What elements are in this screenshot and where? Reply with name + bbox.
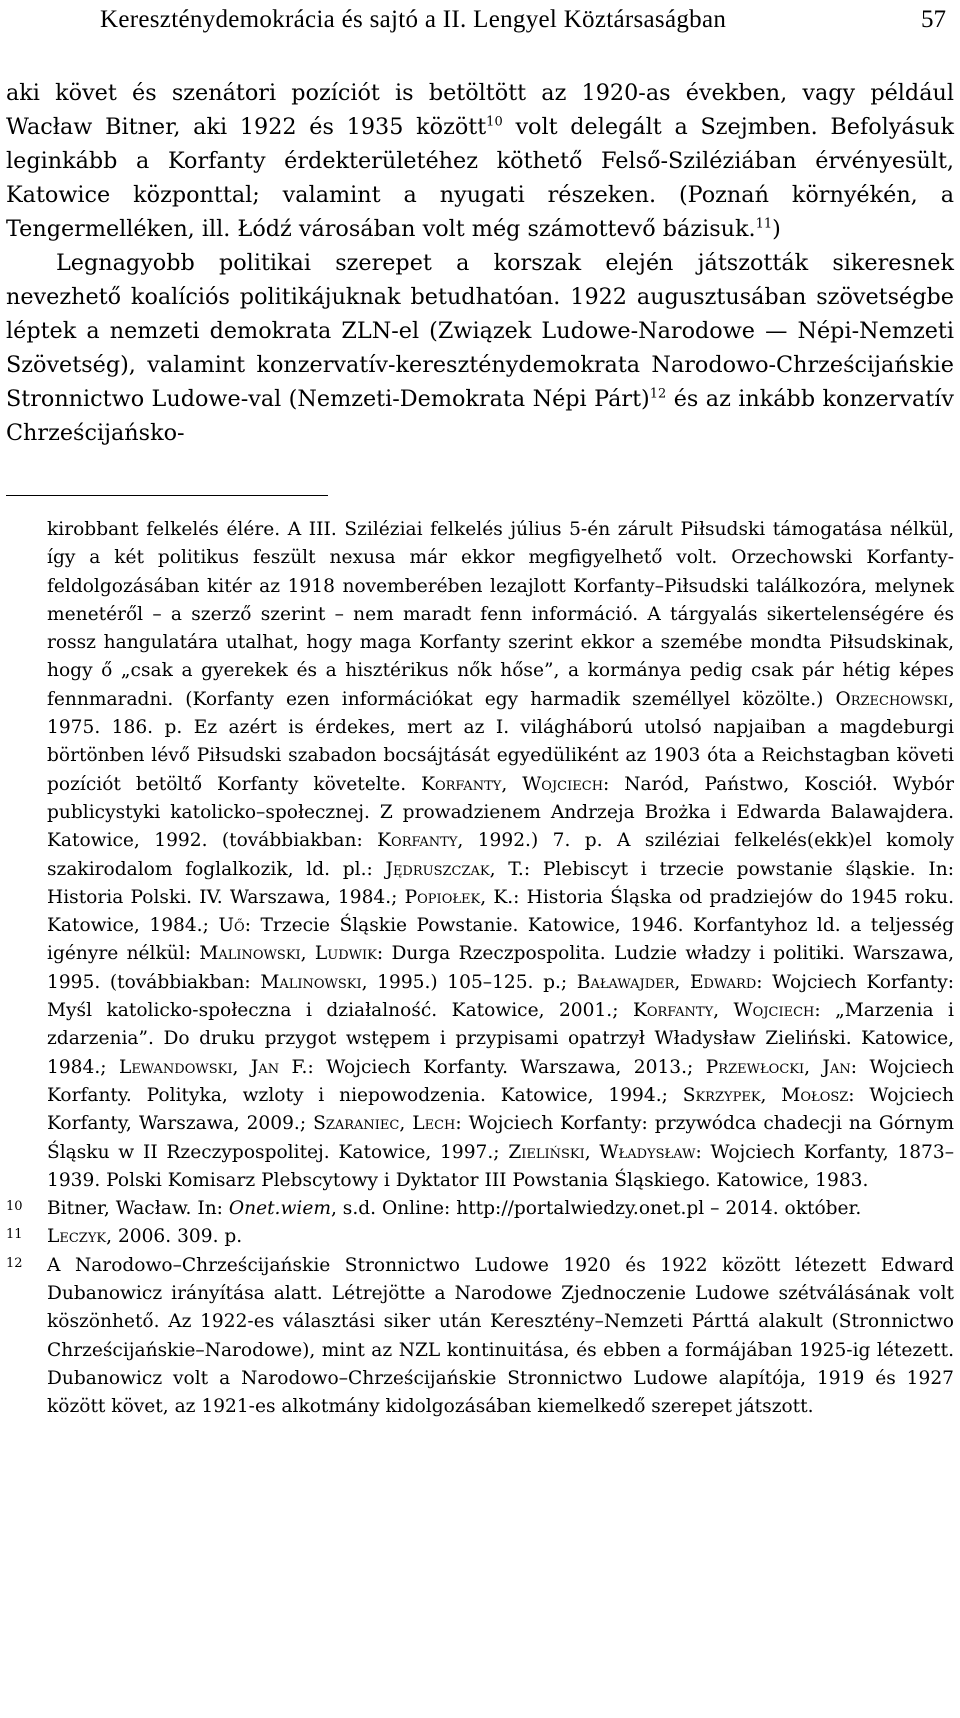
text-run: és az inkább konzervatív Chrześcijańsko-: [6, 386, 954, 446]
text-run: : „Marzenia i zdarzenia”. Do druku przygot wstępem i przypisami opatrzył Władysław Zieliński. Katowice, 1984.;: [47, 1000, 954, 1078]
footnote-ref-12: 12: [649, 386, 667, 402]
footnote-continuation: [6, 516, 954, 1195]
text-run: : Wojciech Korfanty. Polityka, wzloty i niepowodzenia. Katowice, 1994.;: [47, 1056, 955, 1106]
text-run: A Narodowo–Chrześcijańskie Stronnictwo Ludowe 1920 és 1922 között létezett Edward Dubanowicz irányítása alatt. Létrejötte a Narodowe Zjednoczenie Ludowe szétválásának volt köszönhető. Az 1922-es választási siker után Keresztény–Nemzeti Párttá alakult (Stronnictwo Chrześcijańskie–Narodowe), mint az NZL kontinuitása, és ebben a formájában 1925-ig létezett. Dubanowicz volt a Narodowo–Chrześcijańskie Stronnictwo Ludowe alapítója, 1919 és 1927 között követ, az 1921-es alkotmány kidolgozásában kiemelkedő szerepet játszott.: [47, 1254, 954, 1418]
author-name: Zieliński, Władysław: [508, 1141, 696, 1163]
text-run: : Plebiscyt i trzecie powstanie śląskie. In: Historia Polski. IV. Warszawa, 1984.;: [47, 858, 954, 908]
footnote-number: 11: [6, 1227, 23, 1243]
text-run: , 2006. 309. p.: [106, 1226, 243, 1248]
text-run: : Wojciech Korfanty: Myśl katolicko-społeczna i działalność. Katowice, 2001.;: [47, 971, 954, 1022]
author-name: Korfanty, Wojciech: [421, 773, 604, 795]
author-name: Popiołek, K.: [404, 886, 514, 908]
footnote-separator: [6, 495, 328, 496]
footnote-11: [6, 1223, 954, 1251]
author-name: Przewłocki, Jan: [705, 1056, 851, 1078]
text-run: , s.d. Online: http://portalwiedzy.onet.pl – 2014. október.: [330, 1198, 862, 1220]
text-run: : Wojciech Korfanty, 1873–1939. Polski Komisarz Plebscytowy i Dyktator III Powstania Śląskiego. Katowice, 1983.: [47, 1141, 954, 1191]
author-name: Jędruszczak, T.: [385, 858, 524, 880]
text-run: : Wojciech Korfanty, Warszawa, 2009.;: [47, 1084, 954, 1135]
paragraph: [6, 76, 954, 246]
author-name: Baławajder, Edward: [576, 971, 757, 993]
text-run: Legnagyobb politikai szerepet a korszak elején játszották sikeresnek nevezhető koalíciós politikájuknak betudhatóan. 1922 augusztusában szövetségbe léptek a nemzeti demokrata ZLN-el (Związek Ludowe-Narodowe — Népi-Nemzeti Szövetség), valamint konzervatív-kereszténydemokrata Narodowo-Chrześcijańskie Stronnictwo Ludowe-val (Nemzeti-Demokrata Népi Párt): [6, 250, 954, 412]
text-run: , 1995.) 105–125. p.;: [361, 971, 577, 993]
footnote-number: 12: [6, 1255, 23, 1271]
running-header: [6, 2, 960, 38]
text-run: volt delegált a Szejmben. Befolyásuk leginkább a Korfanty érdekterületéhez köthető Felső-Sziléziában érvényesült, Katowice központtal; valamint a nyugati részeken. (Poznań környékén, a Tengermelléken, ill. Łódź városában volt még számottevő bázisuk.: [6, 114, 955, 242]
footnote-ref-10: 10: [486, 114, 503, 130]
footnote-12: [6, 1252, 954, 1422]
text-run: ): [772, 216, 781, 242]
footnote-text: [47, 1195, 954, 1223]
footnote-number: 10: [6, 1199, 23, 1215]
author-name: Korfanty, Wojciech: [632, 1000, 815, 1022]
author-name: Szaraniec, Lech: [313, 1113, 456, 1135]
text-run: : Naród, Państwo, Kosciół. Wybór publicystyki katolicko–społecznej. Z prowadzienem Andrzeja Brożka i Edwarda Balawajdera. Katowice, 1992. (továbbiakban:: [47, 773, 954, 852]
text-run: : Durga Rzeczpospolita. Ludzie władzy i politiki. Warszawa, 1995. (továbbiakban:: [47, 943, 954, 993]
running-title: Kereszténydemokrácia és sajtó a II. Lengyel Köztársaságban: [100, 6, 727, 33]
text-run: Bitner, Wacław. In:: [47, 1198, 229, 1220]
text-run: kirobbant felkelés élére. A III. Sziléziai felkelés július 5-én zárult Piłsudski támogatása nélkül, így a két politikus feszült nexusa már ekkor megfigyelhető volt. Orzechowski Korfanty-feldolgozásában kitér az 1918 novemberében lezajlott Korfanty–Piłsudski találkozóra, melynek menetéről – a szerző szerint – nem maradt fenn információ. A tárgyalás sikertelenségére és rossz hangulatára utalhat, hogy maga Korfanty szerint ekkor a szemébe mondta Piłsudskinak, hogy ő „csak a gyerekek és a hisztérikus nők hőse”, a kormánya pedig csak pár hétig képes fennmaradni. (Korfanty ezen információkat egy harmadik személlyel közölte.): [47, 519, 954, 710]
author-name: Korfanty: [377, 830, 458, 852]
footnote-text: [47, 1223, 954, 1251]
text-run: , 1992.) 7. p. A sziléziai felkelés(ekk)el komoly szakirodalom foglalkozik, ld. pl.:: [47, 830, 955, 880]
main-text: [6, 76, 954, 450]
text-run: : Historia Śląska od pradziejów do 1945 roku. Katowice, 1984.;: [47, 886, 955, 937]
author-name: Malinowski, Ludwik: [199, 943, 377, 965]
text-run: aki követ és szenátori pozíciót is betöltött az 1920-as években, vagy például Wacław Bitner, aki 1922 és 1935 között: [6, 80, 954, 140]
footnote-text: [47, 1252, 954, 1422]
paragraph: [6, 246, 954, 450]
author-name: Skrzypek, Mołosz: [682, 1084, 849, 1106]
text-run: : Trzecie Śląskie Powstanie. Katowice, 1946. Korfantyhoz ld. a teljesség igényre nélkül:: [47, 915, 954, 965]
author-name: Leczyk: [47, 1226, 107, 1248]
footnote-10: [6, 1195, 954, 1223]
author-name: Malinowski: [260, 971, 362, 993]
footnote-text: [47, 516, 954, 1195]
source-title: Onet.wiem: [228, 1198, 331, 1220]
footnotes: [6, 516, 954, 1422]
text-run: : Wojciech Korfanty. Warszawa, 2013.;: [307, 1056, 706, 1078]
author-name: Uő: [218, 915, 245, 937]
text-run: , 1975. 186. p. Ez azért is érdekes, mert az I. világháború utolsó napjaiban a magdeburgi börtönben lévő Piłsudski szabadon bocsájtását egyedüliként az 1903 óta a Reichstagban követi pozíciót betöltő Korfanty követelte.: [47, 688, 954, 795]
page-number: 57: [921, 6, 946, 33]
footnote-ref-11: 11: [755, 216, 773, 232]
text-run: : Wojciech Korfanty: przywódca chadecji na Górnym Śląsku w II Rzeczypospolitej. Katowice, 1997.;: [47, 1113, 954, 1163]
author-name: Orzechowski: [835, 688, 949, 710]
author-name: Lewandowski, Jan F.: [118, 1056, 308, 1078]
